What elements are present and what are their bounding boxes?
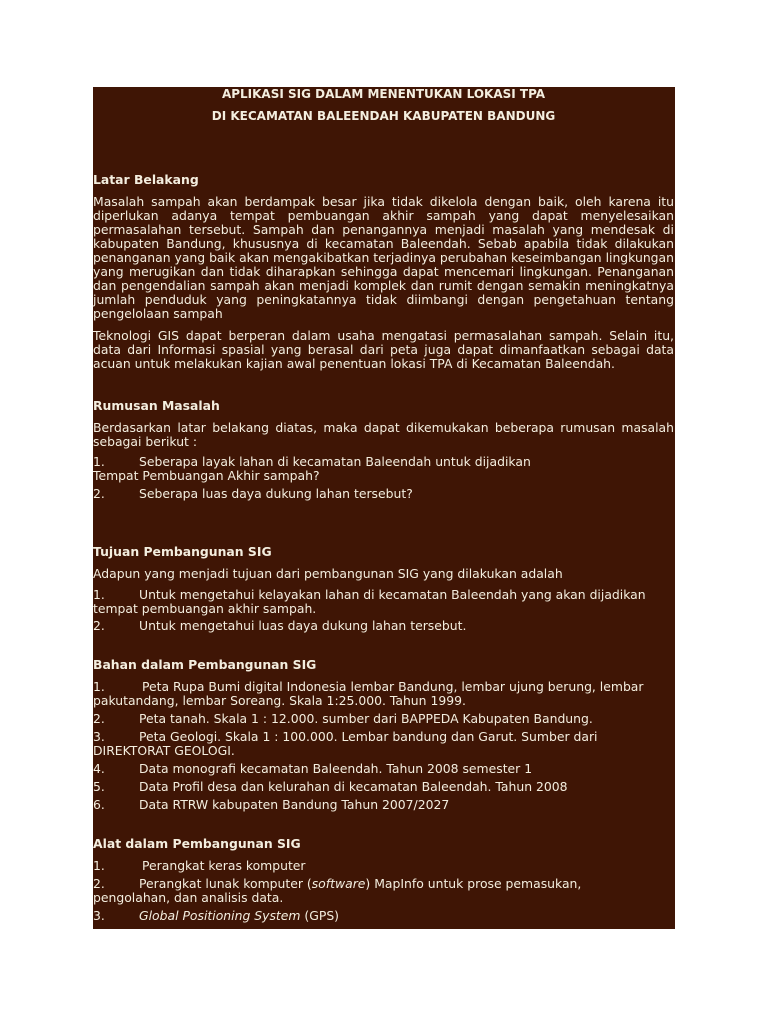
list-item: 2. Perangkat lunak komputer (software) MapInfo untuk prose pemasukan, pengolahan, dan analisis data. [93, 876, 582, 905]
list-item: 1. Peta Rupa Bumi digital Indonesia lembar Bandung, lembar ujung berung, lembar pakutandang, lembar Soreang. Skala 1:25.000. Tahun 1999. [93, 679, 644, 708]
list-item: 6. Data RTRW kabupaten Bandung Tahun 2007/2027 [93, 797, 450, 812]
section-heading-alat: Alat dalam Pembangunan SIG [93, 836, 301, 851]
list-item: 1. Perangkat keras komputer [93, 858, 306, 873]
list-item: 2. Peta tanah. Skala 1 : 12.000. sumber dari BAPPEDA Kabupaten Bandung. [93, 711, 593, 726]
section-heading-bahan: Bahan dalam Pembangunan SIG [93, 657, 317, 672]
title-line-1: APLIKASI SIG DALAM MENENTUKAN LOKASI TPA [221, 87, 546, 101]
section-heading-latar: Latar Belakang [93, 172, 199, 187]
list-item: 3. Peta Geologi. Skala 1 : 100.000. Lembar bandung dan Garut. Sumber dari DIREKTORAT GEOLOGI. [93, 729, 598, 758]
list-item: 1. Untuk mengetahui kelayakan lahan di kecamatan Baleendah yang akan dijadikan tempat pembuangan akhir sampah. [93, 587, 646, 616]
list-item: 2. Seberapa luas daya dukung lahan tersebut? [93, 486, 413, 501]
list-item: 2. Untuk mengetahui luas daya dukung lahan tersebut. [93, 618, 467, 633]
title-line-2: DI KECAMATAN BALEENDAH KABUPATEN BANDUNG [211, 109, 556, 123]
section-heading-rumusan: Rumusan Masalah [93, 398, 220, 413]
list-item: 4. Data monografi kecamatan Baleendah. Tahun 2008 semester 1 [93, 761, 533, 776]
list-item: 5. Data Profil desa dan kelurahan di kecamatan Baleendah. Tahun 2008 [93, 779, 568, 794]
rumusan-intro: Berdasarkan latar belakang diatas, maka dapat dikemukakan beberapa rumusan masalah sebagai berikut : [93, 420, 674, 449]
list-item: 3. Global Positioning System (GPS) [93, 908, 340, 923]
list-item: 1. Seberapa layak lahan di kecamatan Baleendah untuk dijadikan Tempat Pembuangan Akhir sampah? [93, 454, 531, 483]
document-page [93, 87, 675, 929]
tujuan-intro: Adapun yang menjadi tujuan dari pembangunan SIG yang dilakukan adalah [93, 566, 563, 581]
latar-paragraph-2: Teknologi GIS dapat berperan dalam usaha mengatasi permasalahan sampah. Selain itu, data dari Informasi spasial yang berasal dari peta juga dapat dimanfaatkan sebagai data acuan untuk melakukan kajian awal penentuan lokasi TPA di Kecamatan Baleendah. [93, 328, 674, 371]
latar-paragraph-1: Masalah sampah akan berdampak besar jika tidak dikelola dengan baik, oleh karena itu diperlukan adanya tempat pembuangan akhir sampah yang dapat menyelesaikan permasalahan tersebut. Sampah dan penangannya menjadi masalah yang mendesak di kabupaten Bandung, khususnya di kecamatan Baleendah. Sebab apabila tidak dilakukan penanganan yang baik akan mengakibatkan terjadinya perubahan keseimbangan lingkungan yang merugikan dan tidak diharapkan sehingga dapat mencemari lingkungan. Penanganan dan pengendalian sampah akan menjadi komplek dan rumit dengan semakin meningkatnya jumlah penduduk yang peningkatannya tidak diimbangi dengan pengetahuan tentang pengelolaan sampah [93, 194, 674, 321]
section-heading-tujuan: Tujuan Pembangunan SIG [93, 544, 272, 559]
